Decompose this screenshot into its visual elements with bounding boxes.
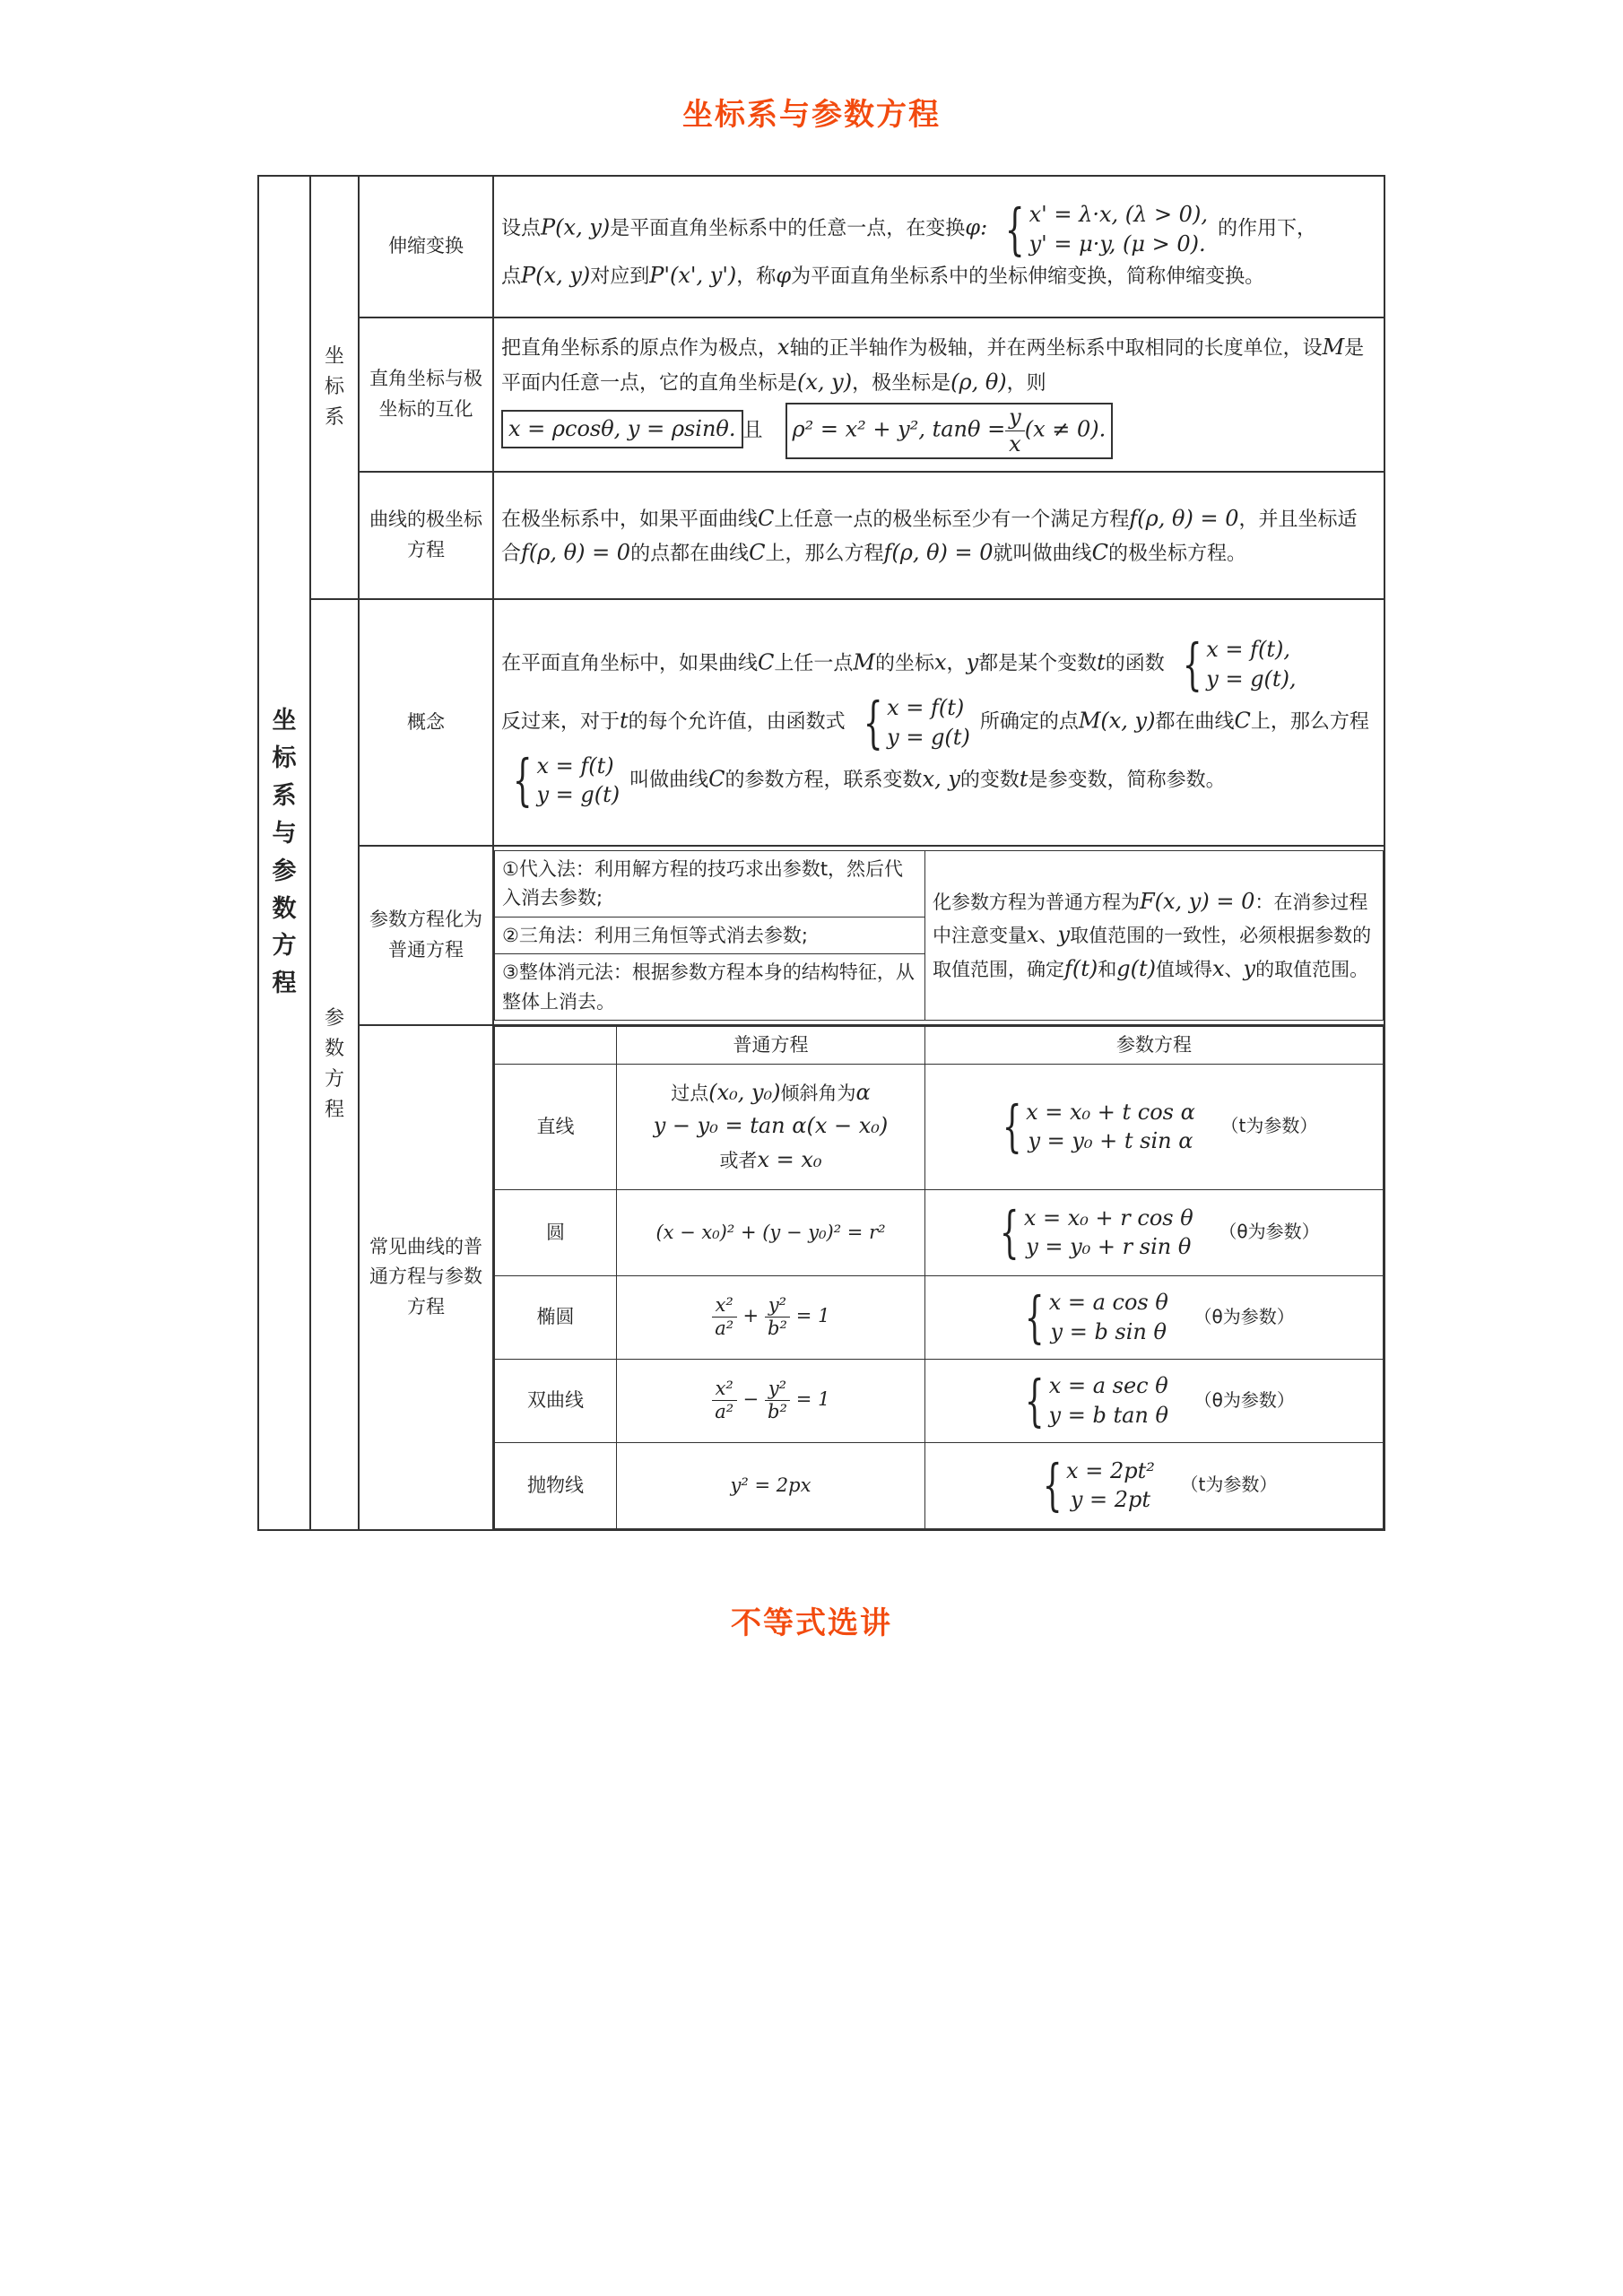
curve-line: 直线 (495, 1064, 617, 1189)
table-row: 直线 过点(x₀, y₀)倾斜角为α y − y₀ = tan α(x − x₀) 或者x = x₀ { x = x₀ + t cos α y = y₀ + t sin α （t为参数） (495, 1064, 1384, 1189)
table-row: 椭圆 $\frac{\text{x²}}{\text{a²}}$ + $\frac{\text{y²}}{\text{b²}}$ = 1 { x = a cos θ y = b sin θ （θ为参数） (495, 1275, 1384, 1359)
curve-hyperbola: 双曲线 (495, 1359, 617, 1442)
row-label-common: 常见曲线的普通方程与参数方程 (359, 1025, 493, 1530)
vertical-coordinate-text: 坐 标 系 (324, 344, 344, 430)
rect-to-polar-box: ρ² = x² + y², tanθ = $\frac{y}{x}$ (x ≠ 0). (785, 403, 1114, 459)
row-content-concept: 在平面直角坐标中，如果曲线C上任一点M的坐标x，y都是某个变数t的函数 { x = f(t), y = g(t), 反过来，对于t的每个允许值，由函数式 { x = f(t) y = g(t) 所确定的点M(x, y)都在曲线C上，那么方程 { x = f(t) y = g(t) 叫做曲线C的参数方程，联系变数x, y的变数t是参变数，简称参数。 (493, 599, 1384, 846)
group-label-coordinate (310, 176, 359, 599)
table-row: 抛物线 y² = 2px { x = 2pt² y = 2pt （t为参数） (495, 1442, 1384, 1528)
vertical-title-text: 坐 标 系 与 参 数 方 程 (272, 707, 297, 998)
summary-table (257, 175, 1385, 1531)
common-curves-table (494, 1026, 1384, 1529)
group-label-parametric (310, 599, 359, 1530)
page-title: 坐标系与参数方程 (682, 97, 941, 133)
table-row: 圆 (x − x₀)² + (y − y₀)² = r² { x = x₀ + r cos θ y = y₀ + r sin θ （θ为参数） (495, 1189, 1384, 1275)
curve-parabola: 抛物线 (495, 1442, 617, 1528)
method-substitution: ①代入法：利用解方程的技巧求出参数t，然后代入消去参数; (495, 850, 925, 917)
row-label-polar-curve: 曲线的极坐标方程 (359, 472, 493, 599)
row-label-concept: 概念 (359, 599, 493, 846)
polar-to-rect-box: x = ρcosθ, y = ρsinθ. (501, 410, 743, 448)
row-content-convert (493, 846, 1384, 1025)
section-label-vertical (258, 176, 310, 1530)
curve-circle: 圆 (495, 1189, 617, 1275)
next-section-title: 不等式选讲 (731, 1605, 892, 1641)
row-label-stretch: 伸缩变换 (359, 176, 493, 317)
row-content-polar-convert: 把直角坐标系的原点作为极点，x轴的正半轴作为极轴，并在两坐标系中取相同的长度单位，设M是平面内任意一点，它的直角坐标是(x, y)，极坐标是(ρ, θ)，则 x = ρcosθ, y = ρsinθ. 且 ρ² = x² + y², tanθ = $\frac{y}{x}$ (x ≠ 0). (493, 317, 1384, 472)
row-content-stretch: 设点P(x, y)是平面直角坐标系中的任意一点，在变换φ: { x' = λ·x, (λ > 0), y' = μ·y, (μ > 0). 的作用下， 点P(x, y)对应到P'(x', y')，称φ为平面直角坐标系中的坐标伸缩变换，简称伸缩变换。 (493, 176, 1384, 317)
table-row: 双曲线 $\frac{\text{x²}}{\text{a²}}$ − $\frac{\text{y²}}{\text{b²}}$ = 1 { x = a sec θ y = b tan θ （θ为参数） (495, 1359, 1384, 1442)
transform-system: { x' = λ·x, (λ > 0), y' = μ·y, (μ > 0). (1005, 196, 1208, 262)
row-content-common (493, 1025, 1384, 1530)
vertical-parametric-text: 参 数 方 程 (324, 1006, 344, 1121)
row-label-convert: 参数方程化为普通方程 (359, 846, 493, 1025)
method-trig: ②三角法：利用三角恒等式消去参数; (495, 917, 925, 954)
method-holistic: ③整体消元法：根据参数方程本身的结构特征，从整体上消去。 (495, 954, 925, 1021)
head-normal: 普通方程 (617, 1027, 925, 1065)
head-param: 参数方程 (925, 1027, 1384, 1065)
row-label-polar-convert: 直角坐标与极坐标的互化 (359, 317, 493, 472)
convert-note: 化参数方程为普通方程为F(x, y) = 0：在消参过程中注意变量x、y取值范围的一致性，必须根据参数的取值范围，确定f(t)和g(t)值域得x、y的取值范围。 (925, 850, 1384, 1021)
curve-ellipse: 椭圆 (495, 1275, 617, 1359)
row-content-polar-curve: 在极坐标系中，如果平面曲线C上任意一点的极坐标至少有一个满足方程f(ρ, θ) = 0，并且坐标适合f(ρ, θ) = 0的点都在曲线C上，那么方程f(ρ, θ) = 0就叫做曲线C的极坐标方程。 (493, 472, 1384, 599)
